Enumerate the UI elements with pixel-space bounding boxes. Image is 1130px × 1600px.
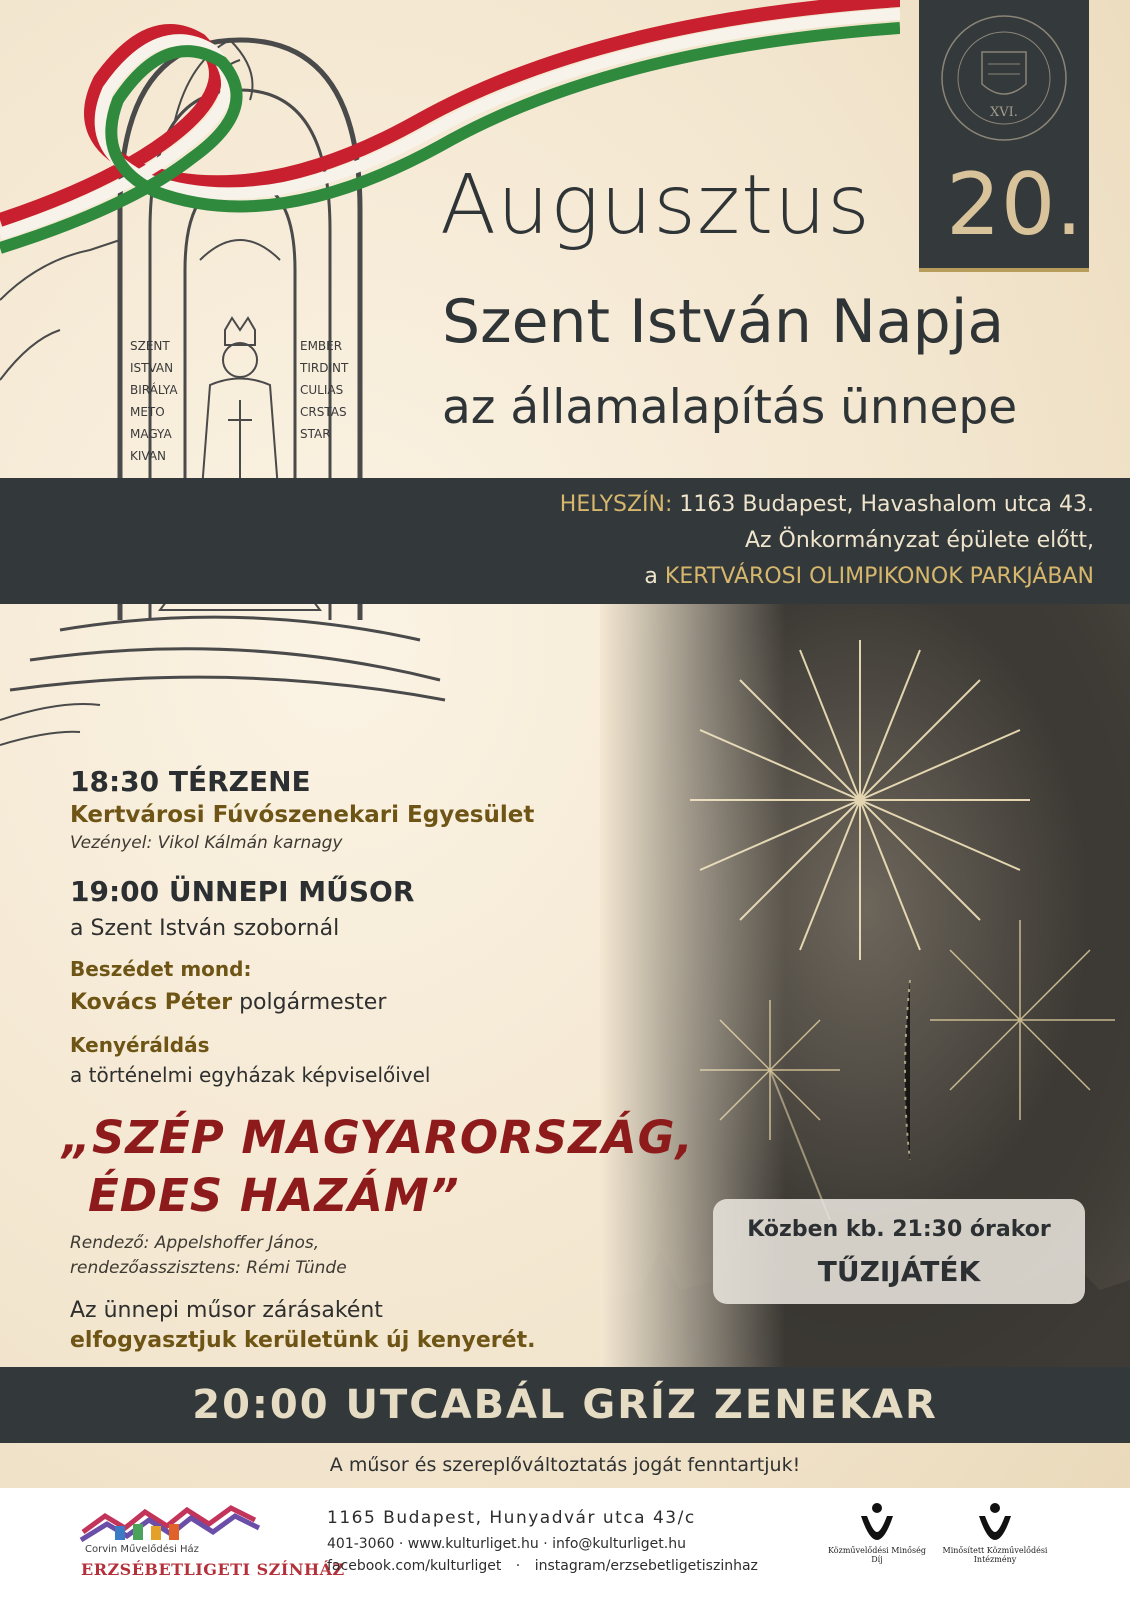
footer-contact-line-1 <box>327 1536 686 1552</box>
venue-band <box>0 478 1130 604</box>
footer-contact-line-2 <box>327 1558 758 1574</box>
disclaimer: A műsor és szereplőváltoztatás jogát fenntartjuk! <box>329 1454 801 1476</box>
venue-line-3 <box>644 564 1094 589</box>
footer-instagram-link[interactable]: instagram/erzsebetligetiszinhaz <box>534 1558 758 1574</box>
fireworks-time: Közben kb. 21:30 órakor <box>747 1217 1051 1242</box>
svg-text:BIRÁLYA: BIRÁLYA <box>130 383 178 397</box>
footer-facebook-link[interactable]: facebook.com/kulturliget <box>327 1558 502 1574</box>
title-day: 20. <box>946 155 1083 255</box>
venue-prefix: a <box>644 564 658 589</box>
svg-text:CULIAS: CULIAS <box>300 383 344 397</box>
program-1-band: Kertvárosi Fúvószenekari Egyesület <box>70 802 535 828</box>
program-2-time: 19:00 ÜNNEPI MŰSOR <box>70 875 415 908</box>
closing-line-2: elfogyasztjuk kerületünk új kenyerét. <box>70 1328 536 1353</box>
svg-text:KIVAN: KIVAN <box>130 449 167 463</box>
footer <box>0 1488 1130 1600</box>
speech-label: Beszédet mond: <box>70 957 252 981</box>
venue-line-2: Az Önkormányzat épülete előtt, <box>744 528 1094 553</box>
certified-institution-badge <box>942 1500 1048 1590</box>
svg-text:TIRDINT: TIRDINT <box>300 361 349 375</box>
svg-text:METO: METO <box>130 405 165 419</box>
footer-address: 1165 Budapest, Hunyadvár utca 43/c <box>327 1508 696 1528</box>
footer-website-link[interactable]: www.kulturliget.hu <box>407 1536 539 1552</box>
show-title-line-2: ÉDES HAZÁM” <box>88 1169 460 1222</box>
svg-text:MAGYA: MAGYA <box>130 427 172 441</box>
separator: · <box>515 1558 521 1574</box>
quality-award-icon <box>855 1500 899 1544</box>
title-subtitle: az államalapítás ünnepe <box>442 380 1018 435</box>
crest-underline <box>919 268 1089 272</box>
venue-address: 1163 Budapest, Havashalom utca 43. <box>679 492 1094 517</box>
street-dance-text: 20:00 UTCABÁL GRÍZ ZENEKAR <box>192 1382 938 1428</box>
speaker-line <box>70 990 386 1015</box>
fireworks-label: TŰZIJÁTÉK <box>817 1255 981 1288</box>
svg-text:EMBER: EMBER <box>300 339 343 353</box>
quality-award-badge <box>828 1500 926 1590</box>
program-1-time: 18:30 TÉRZENE <box>70 765 311 798</box>
show-title-line-1: „SZÉP MAGYARORSZÁG, <box>62 1111 694 1164</box>
svg-text:CRSTAS: CRSTAS <box>300 405 347 419</box>
logo-subtitle: Corvin Művelődési Ház <box>85 1544 199 1555</box>
title-holiday: Szent István Napja <box>442 287 1005 357</box>
svg-text:XVI.: XVI. <box>990 105 1018 120</box>
assistant-credit: rendezőasszisztens: Rémi Tünde <box>70 1258 347 1278</box>
colorful-building-icon <box>75 1502 275 1544</box>
svg-text:ISTVAN: ISTVAN <box>130 361 174 375</box>
speaker-role: polgármester <box>239 990 387 1015</box>
program-2-place: a Szent István szobornál <box>70 916 340 941</box>
svg-text:SZENT: SZENT <box>130 339 170 353</box>
erzsebetligeti-logo <box>75 1502 345 1592</box>
certified-institution-label: Minősített Közművelődési Intézmény <box>942 1546 1048 1565</box>
speaker-name: Kovács Péter <box>70 990 233 1015</box>
fireworks-info-box <box>713 1199 1085 1304</box>
bread-label: Kenyéráldás <box>70 1033 210 1057</box>
program-1-conductor: Vezényel: Vikol Kálmán karnagy <box>70 833 343 853</box>
venue-label: HELYSZÍN: <box>559 492 673 517</box>
footer-email-link[interactable]: info@kulturliget.hu <box>552 1536 686 1552</box>
svg-text:STAR: STAR <box>300 427 331 441</box>
separator: · <box>398 1536 404 1552</box>
separator: · <box>543 1536 548 1552</box>
venue-line-1 <box>560 492 1094 517</box>
closing-line-1: Az ünnepi műsor zárásaként <box>70 1298 383 1323</box>
venue-park: KERTVÁROSI OLIMPIKONOK PARKJÁBAN <box>664 564 1094 589</box>
director-credit: Rendező: Appelshoffer János, <box>70 1233 320 1253</box>
title-month: Augusztus <box>440 158 871 253</box>
bread-description: a történelmi egyházak képviselőivel <box>70 1063 431 1087</box>
logo-title: ERZSÉBETLIGETI SZÍNHÁZ <box>81 1560 345 1579</box>
street-dance-band <box>0 1367 1130 1443</box>
quality-award-label: Közművelődési Minőség Díj <box>828 1546 926 1565</box>
district-crest-icon <box>938 12 1070 144</box>
footer-phone: 401-3060 <box>327 1536 395 1552</box>
certified-institution-icon <box>973 1500 1017 1544</box>
